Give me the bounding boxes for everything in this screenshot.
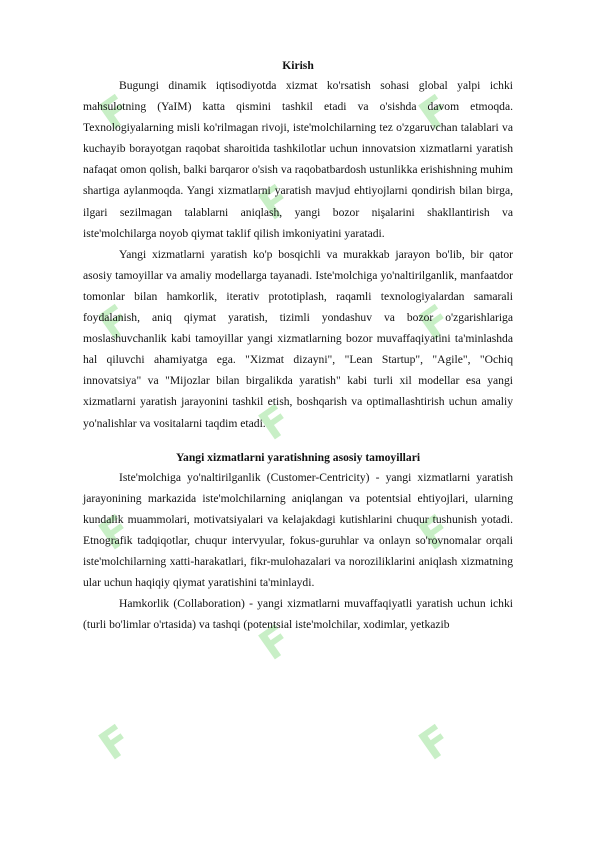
watermark-letter: F bbox=[91, 506, 141, 560]
watermark-letter: F bbox=[251, 616, 301, 670]
document-page bbox=[83, 56, 513, 635]
paragraph: Hamkorlik (Collaboration) - yangi xizmatlarni muvaffaqiyatli yaratish uchun ichki (turli bo'limlar o'rtasida) va tashqi (potentsial iste'molchilar, xodimlar, yetkazib bbox=[83, 597, 513, 632]
paragraph: Yangi xizmatlarni yaratish ko'p bosqichli va murakkab jarayon bo'lib, bir qator asosiy tamoyillar va amaliy modellarga tayanadi. Iste'molchiga yo'naltirilganlik, manfaatdor tomonlar bilan hamkorlik, iterativ prototiplash, raqamli texnologiyalardan samarali foydalanish, aniq qiymat yaratish, tizimli yondashuv va bozor o'zgarishlariga moslashuvchanlik kabi tamoyillar yangi xizmatlarning bozor muvaffaqiyatini ta'minlashda hal qiluvchi ahamiyatga ega. "Xizmat dizayni", "Lean Startup", "Agile", "Ochiq innovatsiya" va "Mijozlar bilan birgalikda yaratish" kabi turli xil modellar esa yangi xizmatlarni yaratish jarayonini tashkil etish, boshqarish va optimallashtirish uchun amaliy yo'nalishlar va vositalarni taqdim etadi. bbox=[83, 247, 513, 430]
page-heading: Kirish bbox=[282, 59, 314, 72]
watermark-letter: F bbox=[91, 86, 141, 140]
watermark-letter: F bbox=[411, 86, 461, 140]
watermark-letter: F bbox=[251, 176, 301, 230]
watermark-letter: F bbox=[251, 396, 301, 450]
section-heading: Yangi xizmatlarni yaratishning asosiy tamoyillari bbox=[175, 450, 421, 464]
watermark-letter: F bbox=[411, 716, 461, 770]
watermark-letter: F bbox=[91, 716, 141, 770]
paragraph: Iste'molchiga yo'naltirilganlik (Customer-Centricity) - yangi xizmatlarni yaratish jarayonining markazida iste'molchilarning aniqlangan va potentsial ehtiyojlari, ularning kundalik muammolari, motivatsiyalari va kelajakdagi kutishlarini chuqur tushunish yotadi. Etnografik tadqiqotlar, chuqur intervyular, fokus-guruhlar va onlayn so'rovnomalar orqali iste'molchilarning xatti-harakatlari, fikr-mulohazalari va noroziliklarini aniqlash xizmatning ular uchun haqiqiy qiymat yaratishini ta'minlaydi. bbox=[83, 470, 513, 590]
watermark-letter: F bbox=[411, 296, 461, 350]
watermark-letter: F bbox=[91, 296, 141, 350]
paragraph: Bugungi dinamik iqtisodiyotda xizmat ko'rsatish sohasi global yalpi ichki mahsulotning (YaIM) katta qismini tashkil etadi va o'sishda davom etmoqda. Texnologiyalarning misli ko'rilmagan rivoji, iste'molchilarning tez o'zgaruvchan talablari va kuchayib borayotgan raqobat sharoitida tashkilotlar uchun innovatsion xizmatlarni yaratish nafaqat omon qolish, balki barqaror o'sish va raqobatbardosh ustunlikka erishishning muhim shartiga aylanmoqda. Yangi xizmatlarni yaratish mavjud ehtiyojlarni qondirish bilan birga, ilgari sezilmagan talablarni aniqlash, yangi bozor nişalarini shakllantirish va iste'molchilarga noyob qiymat taklif qilish imkoniyatini yaratadi. bbox=[83, 79, 513, 240]
watermark-letter: F bbox=[411, 506, 461, 560]
